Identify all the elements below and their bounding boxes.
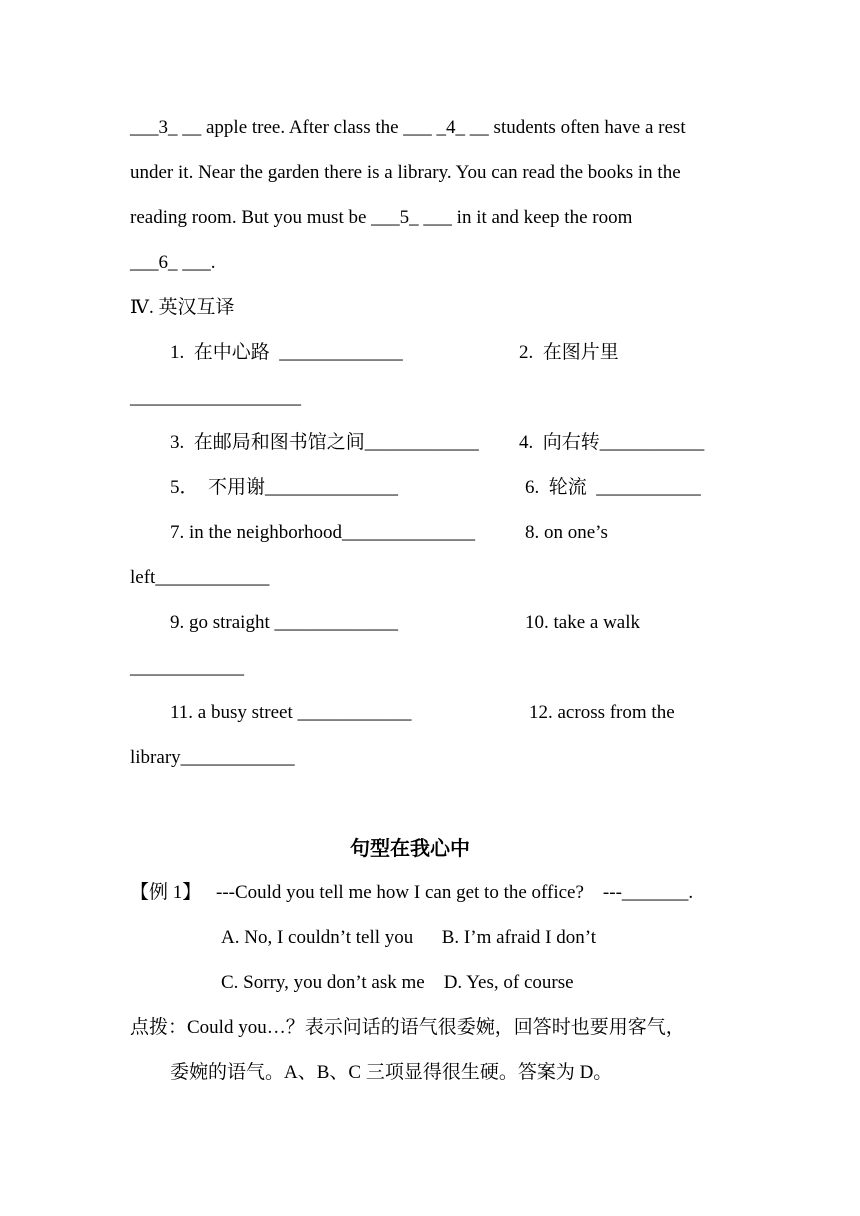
- passage-line-1: ___3_ __ apple tree. After class the ___ _4_ __ students often have a rest: [130, 117, 686, 138]
- item-3: 3. 在邮局和图书馆之间____________: [170, 432, 479, 453]
- item-6: 6. 轮流 ___________: [525, 477, 701, 498]
- item-10-blank: ____________: [130, 657, 244, 678]
- item-12-cont: library____________: [130, 747, 295, 768]
- item-8: 8. on one’s: [525, 522, 608, 543]
- item-1: 1. 在中心路 _____________: [170, 342, 403, 363]
- item-12: 12. across from the: [529, 702, 675, 723]
- item-8-cont: left____________: [130, 567, 270, 588]
- item-7: 7. in the neighborhood______________: [170, 522, 476, 543]
- item-11: 11. a busy street ____________: [170, 702, 412, 723]
- options-row-2: C. Sorry, you don’t ask me D. Yes, of course: [221, 972, 574, 993]
- section-title: Ⅳ. 英汉互译: [130, 297, 235, 318]
- section-heading: 句型在我心中: [350, 836, 470, 860]
- passage-line-2: under it. Near the garden there is a library. You can read the books in the: [130, 162, 681, 183]
- hint-line-2: 委婉的语气。A、B、C 三项显得很生硬。答案为 D。: [170, 1062, 613, 1083]
- options-row-1: A. No, I couldn’t tell you B. I’m afraid I don’t: [221, 927, 597, 948]
- passage-line-4: ___6_ ___.: [130, 252, 216, 273]
- item-2-blank: __________________: [130, 387, 301, 408]
- example-question: ---Could you tell me how I can get to the office? ---_______.: [216, 882, 694, 903]
- example-label: 【例 1】: [130, 882, 202, 903]
- item-2: 2. 在图片里: [519, 342, 619, 363]
- item-10: 10. take a walk: [525, 612, 641, 633]
- item-9: 9. go straight _____________: [170, 612, 398, 633]
- passage-line-3: reading room. But you must be ___5_ ___ in it and keep the room: [130, 207, 633, 228]
- item-5: 5． 不用谢______________: [170, 477, 399, 498]
- hint-line-1: 点拨：Could you…？表示问话的语气很委婉，回答时也要用客气，: [130, 1017, 685, 1038]
- item-4: 4. 向右转___________: [519, 432, 705, 453]
